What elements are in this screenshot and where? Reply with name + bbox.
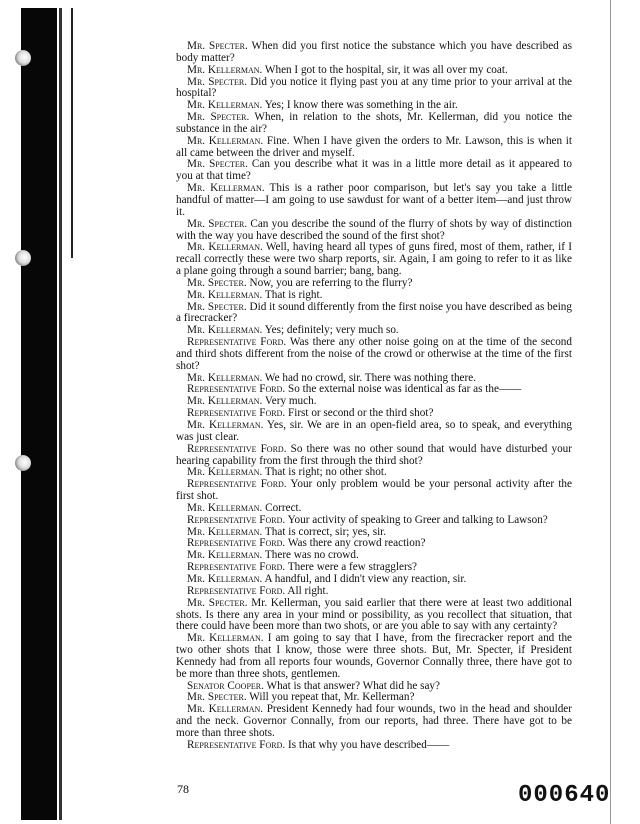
statement-text: That is right. [264,288,323,301]
statement-text: Correct. [265,501,302,514]
testimony-paragraph [176,420,572,444]
speaker-name: Representative Ford. [187,407,286,420]
statement-text: All right. [287,584,329,597]
speaker-name: Mr. Kellerman. [187,572,263,585]
speaker-name: Mr. Specter. [187,40,248,52]
speaker-name: Mr. Kellerman. [187,182,265,195]
speaker-name: Representative Ford. [187,584,286,597]
speaker-name: Representative Ford. [187,478,287,491]
statement-text: First or second or the third shot? [288,407,434,420]
punch-hole-icon [15,455,31,471]
testimony-paragraph [176,444,572,468]
speaker-name: Mr. Kellerman. [187,134,264,147]
speaker-name: Senator Cooper. [187,679,264,692]
testimony-paragraph [176,740,572,752]
testimony-paragraph [176,183,572,219]
testimony-paragraph [176,302,572,326]
speaker-name: Mr. Kellerman. [187,99,263,112]
statement-text: Did it sound differently from the first noise you have described as being a firecracker? [176,300,572,325]
statement-text: When I got to the hospital, sir, it was all over my coat. [264,63,508,76]
speaker-name: Mr. Kellerman. [187,288,263,301]
speaker-name: Representative Ford. [187,561,286,574]
statement-text: Very much. [264,395,317,408]
speaker-name: Mr. Specter. [187,300,247,313]
punch-hole-icon [15,50,31,66]
statement-text: Is that why you have described—— [288,738,450,751]
speaker-name: Representative Ford. [187,383,286,396]
testimony-paragraph [176,337,572,373]
speaker-name: Representative Ford. [187,442,287,455]
statement-text: That is correct, sir; yes, sir. [264,525,387,538]
statement-text: Did you notice it flying past you at any time prior to your arrival at the hospital? [176,75,573,100]
testimony-paragraph [176,479,572,503]
speaker-name: Representative Ford. [187,537,286,550]
statement-text: We had no crowd, sir. There was nothing there. [264,371,477,384]
speaker-name: Mr. Specter. [187,75,248,88]
speaker-name: Representative Ford. [187,336,287,349]
testimony-transcript [176,41,572,752]
statement-text: Was there any crowd reaction? [287,537,426,550]
statement-text: Mr. Kellerman, you said earlier that there were at least two additional shots. Is there any area in your mind or possibility, as you recollect that situation, that there could have been more than two shots, or are you able to say with any certainty? [176,596,572,633]
speaker-name: Mr. Kellerman. [187,63,263,76]
statement-text: Will you repeat that, Mr. Kellerman? [249,691,415,704]
statement-text: Now, you are referring to the flurry? [249,276,413,289]
statement-text: Yes; definitely; very much so. [264,324,399,337]
speaker-name: Mr. Kellerman. [187,549,263,562]
statement-text: I am going to say that I have, from the firecracker report and the two other shots that I know, those were three shots. But, Mr. Specter, if President Kennedy had from all reports four wounds, Governor Connally three, there have got to be more than three shots, gentlemen. [176,632,573,680]
statement-text: That is right; no other shot. [264,466,387,479]
speaker-name: Representative Ford. [187,513,286,526]
speaker-name: Mr. Kellerman. [187,632,264,645]
speaker-name: Mr. Specter. [187,596,248,609]
testimony-paragraph [176,159,572,183]
testimony-paragraph [176,219,572,243]
page-number: 78 [177,782,189,796]
speaker-name: Mr. Kellerman. [187,419,264,431]
statement-text: Yes, sir. We are in an open-field area, so to speak, and everything was just clear. [176,419,572,443]
statement-text: So there was no other sound that would have disturbed your hearing capability from the first through the third shot? [176,442,573,467]
statement-text: President Kennedy had four wounds, two in the head and shoulder and the neck. Governor Connally, from our reports, had three. There have got to be more than three shots. [176,703,572,739]
statement-text: What is that answer? What did he say? [266,679,440,692]
statement-text: This is a rather poor comparison, but let's say you take a little handful of matter—I am going to use sawdust for want of a better item—and just throw it. [176,182,572,218]
statement-text: A handful, and I didn't view any reaction, sir. [264,572,467,585]
testimony-paragraph [176,136,572,160]
speaker-name: Mr. Specter. [187,158,248,171]
speaker-name: Mr. Specter. [187,111,250,124]
statement-text: So the external noise was identical as far as the—— [288,383,522,396]
speaker-name: Mr. Kellerman. [187,703,264,716]
testimony-paragraph [176,77,572,101]
binder-strip [21,8,57,820]
statement-text: When, in relation to the shots, Mr. Kellerman, did you notice the substance in the air? [176,111,572,135]
testimony-paragraph [176,633,572,680]
speaker-name: Mr. Specter. [187,217,248,230]
speaker-name: Mr. Kellerman. [187,466,263,479]
speaker-name: Mr. Kellerman. [187,324,263,337]
speaker-name: Mr. Kellerman. [187,241,263,254]
statement-text: There was no crowd. [264,549,359,562]
speaker-name: Mr. Kellerman. [187,525,263,538]
statement-text: Well, having heard all types of guns fired, most of them, rather, if I recall correctly these were two sharp reports, sir. Again, I am going to refer to it as like a plane going through a sound barrier; bang, bang. [176,241,572,278]
speaker-name: Mr. Kellerman. [187,395,263,408]
statement-text: Yes; I know there was something in the air. [264,99,458,112]
statement-text: There were a few stragglers? [287,561,418,574]
statement-text: Your activity of speaking to Greer and talking to Lawson? [287,513,548,526]
statement-text: Was there any other noise going on at the time of the second and third shots different from the noise of the crowd or otherwise at the time of the first shot? [176,336,572,372]
binding-edge-line [59,8,62,820]
statement-text: When did you first notice the substance which you have described as body matter? [176,40,572,64]
testimony-paragraph [176,598,572,634]
speaker-name: Mr. Specter. [187,276,247,289]
document-number-stamp: 000640 [518,782,611,809]
statement-text: Fine. When I have given the orders to Mr. Lawson, this is when it all came between the driver and myself. [176,134,573,159]
testimony-paragraph [176,112,572,136]
binding-edge-line-inner [71,8,73,258]
punch-hole-icon [15,250,31,266]
speaker-name: Mr. Specter. [187,691,247,704]
speaker-name: Mr. Kellerman. [187,371,263,384]
speaker-name: Representative Ford. [187,738,286,751]
statement-text: Can you describe the sound of the flurry of shots by way of distinction with the way you have described the sound of the first shot? [176,217,572,242]
statement-text: Can you describe what it was in a little more detail as it appeared to you at that time? [176,158,573,183]
speaker-name: Mr. Kellerman. [187,501,263,514]
statement-text: Your only problem would be your personal activity after the first shot. [176,478,572,503]
testimony-paragraph [176,41,572,65]
testimony-paragraph [176,242,572,278]
testimony-paragraph [176,704,572,740]
page-right-edge [610,0,611,824]
